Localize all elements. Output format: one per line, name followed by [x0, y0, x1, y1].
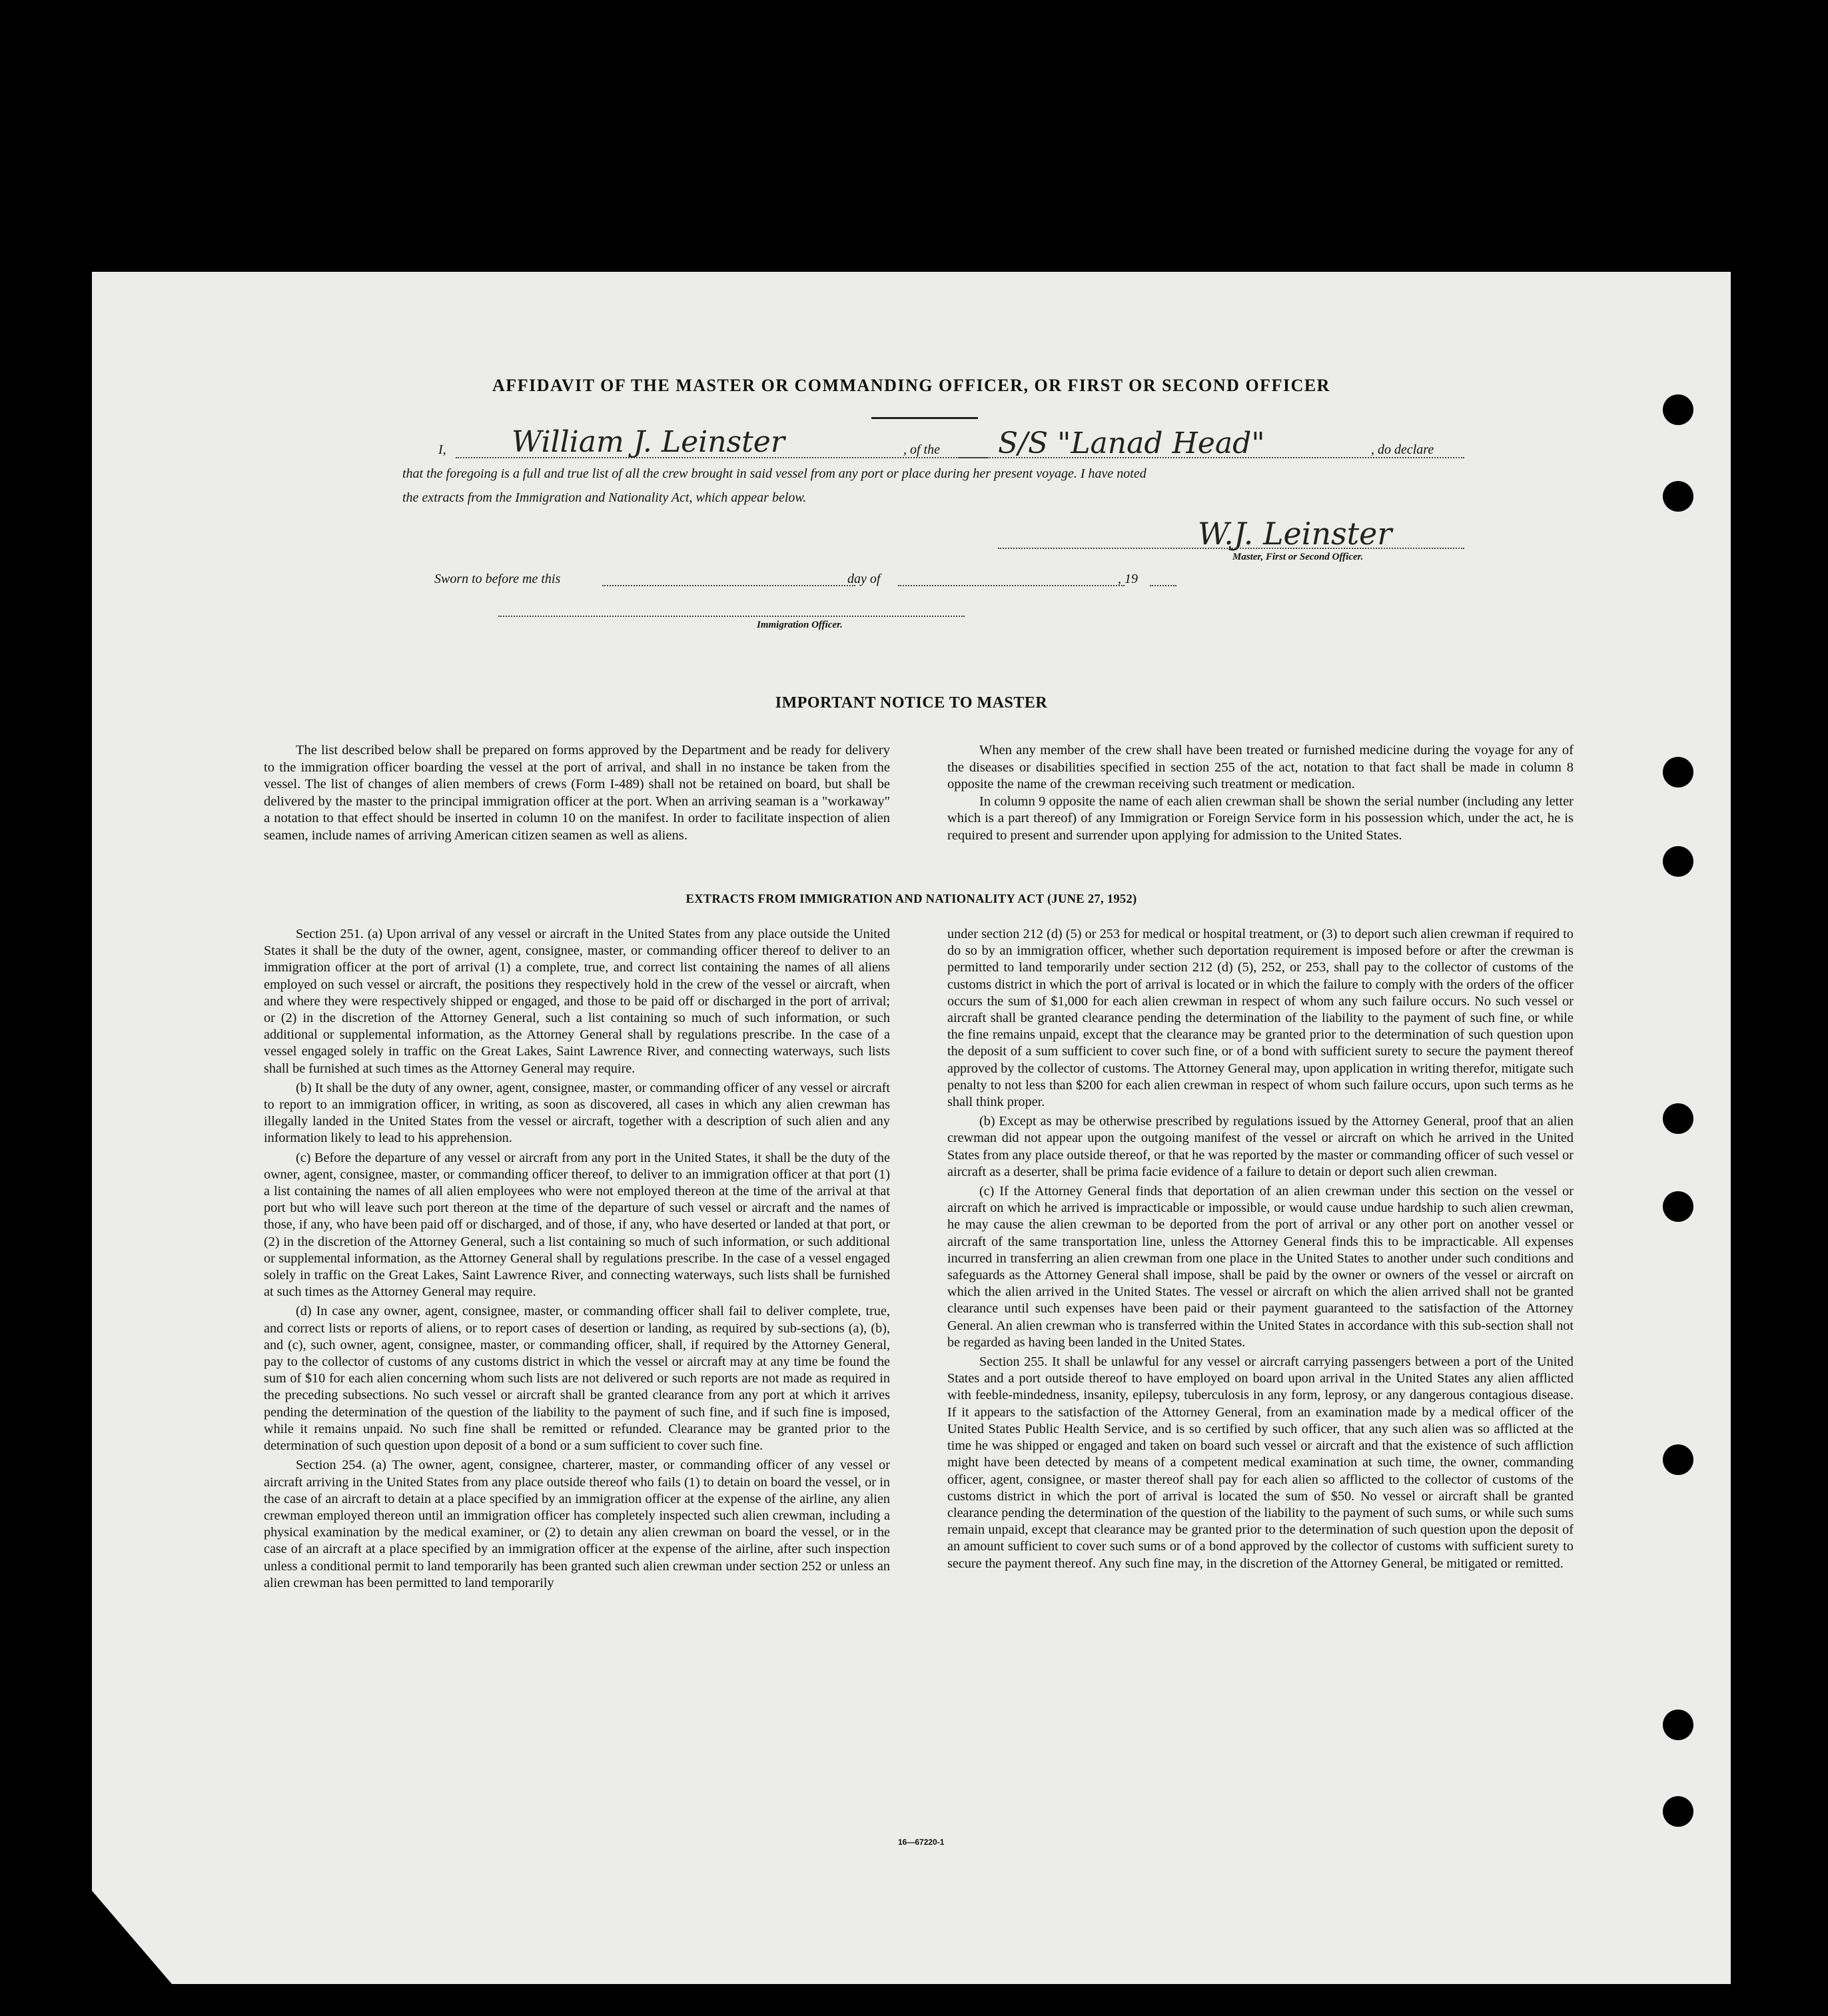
- signature-caption: Master, First or Second Officer.: [1232, 552, 1364, 562]
- extract-paragraph: under section 212 (d) (5) or 253 for medical or hospital treatment, or (3) to deport such alien crewman if required to do so by an immigration officer, whether such deportation requirement is imposed before or after the crewman is permitted to land temporarily under section 212 (d) (5), 252, or 253, shall pay to the collector of customs of the customs district in which the port of arrival is located or in which the failure to comply with the orders of the officer occurs the sum of $1,000 for each alien crewman in respect of whom any such failure occurs. No such vessel or aircraft shall be granted clearance pending the determination of the liability to the payment of such fine, or while the fine remains unpaid, except that the clearance may be granted prior to the determination of such question upon the deposit of a sum sufficient to cover such fine, or of a bond with sufficient surety to secure the payment thereof approved by the collector of customs. The Attorney General may, upon application in writing therefor, mitigate such penalty to not less than $200 for each alien crewman in respect of whom such failure occurs, upon such terms as he shall think proper.: [947, 927, 1574, 1110]
- punch-hole: [1663, 1444, 1693, 1475]
- extract-paragraph: Section 251. (a) Upon arrival of any vessel or aircraft in the United States from any place outside the United States it shall be the duty of the owner, agent, consignee, master, or commanding officer thereof to deliver to an immigration officer at the port of arrival (1) a complete, true, and correct list containing the names of all aliens employed on such vessel or aircraft, the positions they respectively hold in the crew of the vessel or aircraft, when and where they were respectively shipped or engaged, and those to be paid off or discharged in the port of arrival; or (2) in the discretion of the Attorney General, such a list containing so much of such information, or such additional or supplemental information, as the Attorney General shall by regulations prescribe. In the case of a vessel engaged solely in traffic on the Great Lakes, Saint Lawrence River, and connecting waterways, such lists shall be furnished at such times as the Attorney General may require.: [264, 927, 890, 1076]
- notice-paragraph: In column 9 opposite the name of each alien crewman shall be shown the serial number (including any letter which is a part thereof) of any Immigration or Foreign Service form in his possession which, under the act, he is required to present and surrender upon applying for admission to the United States.: [947, 793, 1574, 843]
- punch-hole: [1663, 1103, 1693, 1134]
- document-page: [92, 272, 1731, 1984]
- extracts-right-column: [947, 926, 1574, 1575]
- extract-paragraph: (b) It shall be the duty of any owner, agent, consignee, master, or commanding officer of any vessel or aircraft to report to an immigration officer, in writing, as soon as discovered, all cases in which any alien crewman has illegally landed in the United States from the vessel or aircraft, together with a description of such alien and any information likely to lead to his apprehension.: [264, 1080, 890, 1146]
- punch-hole: [1663, 846, 1693, 877]
- notice-paragraph: The list described below shall be prepared on forms approved by the Department and be ready for delivery to the immigration officer boarding the vessel at the port of arrival, and shall in no instance be taken from the vessel. The list of changes of alien members of crews (Form I-489) shall not be retained on board, but shall be delivered by the master to the principal immigration officer at the port. When an arriving seaman is a "workaway" a notation to that effect should be inserted in column 10 on the manifest. In order to facilitate inspection of alien seamen, include names of arriving American citizen seamen as well as aliens.: [264, 743, 890, 843]
- notice-left-column: [264, 742, 890, 844]
- extract-paragraph: (d) In case any owner, agent, consignee, master, or commanding officer shall fail to deliver complete, true, and correct lists or reports of aliens, or to report cases of desertion or landing, as required by sub-sections (a), (b), and (c), such owner, agent, consignee, master, or commanding officer, shall, if required by the Attorney General, pay to the collector of customs of any customs district in which the vessel or aircraft may at any time be found the sum of $10 for each alien concerning whom such lists are not delivered or such reports are not made as required in the preceding subsections. No such vessel or aircraft shall be granted clearance from any port at which it arrives pending the determination of the question of the liability to the payment of such fine, and if such fine is imposed, while it remains unpaid. No such fine shall be remitted or refunded. Clearance may be granted prior to the determination of such question upon deposit of a bond or a sum sufficient to cover such fine.: [264, 1304, 890, 1454]
- affidavit-prefix: I,: [438, 442, 446, 457]
- extract-paragraph: Section 255. It shall be unlawful for any vessel or aircraft carrying passengers between a port of the United States and a port outside thereof to have employed on board upon arrival in the United States any alien afflicted with feeble-mindedness, insanity, epilepsy, tuberculosis in any form, leprosy, or any dangerous contagious disease. If it appears to the satisfaction of the Attorney General, from an examination made by a medical officer of the United States Public Health Service, and is so certified by such officer, that any such alien was so afflicted at the time he was shipped or engaged and taken on board such vessel or aircraft and that the existence of such affliction might have been detected by means of a competent medical examination at such time, the owner, commanding officer, agent, consignee, or master thereof shall pay for each alien so afflicted to the collector of customs of the customs district in which the port of arrival is located the sum of $50. No vessel or aircraft shall be granted clearance pending the determination of the question of the liability to the payment of such sums, or while such sums remain unpaid, except that clearance may be granted prior to the determination of such question upon the deposit of an amount sufficient to cover such sums or of a bond approved by the collector of customs with sufficient surety to secure the payment thereof. Any such fine may, in the discretion of the Attorney General, be mitigated or remitted.: [947, 1354, 1574, 1571]
- immigration-officer-caption: Immigration Officer.: [757, 620, 843, 630]
- punch-hole: [1663, 394, 1693, 425]
- notice-right-column: [947, 742, 1574, 844]
- folded-corner: [92, 1891, 172, 1984]
- punch-hole: [1663, 757, 1693, 787]
- year-label: , 19: [1118, 572, 1138, 586]
- form-code: 16—67220-1: [898, 1837, 945, 1847]
- affidavit-statement-1: that the foregoing is a full and true list of all the crew brought in said vessel from any port or place during her present voyage. I have noted: [402, 466, 1146, 481]
- extract-paragraph: Section 254. (a) The owner, agent, consignee, charterer, master, or commanding officer of any vessel or aircraft arriving in the United States from any place outside thereof who fails (1) to detain on board the vessel, or in the case of an aircraft to detain at a place specified by an immigration officer at the expense of the airline, any alien crewman employed thereon until an immigration officer has completely inspected such alien crewman, including a physical examination by the medical examiner, or (2) to detain any alien crewman on board the vessel, or in the case of an aircraft at a place specified by an immigration officer at the expense of the airline, after such inspection unless a conditional permit to land temporarily has been granted such alien crewman under section 252 or unless an alien crewman has been permitted to land temporarily: [264, 1458, 890, 1590]
- punch-hole: [1663, 1710, 1693, 1740]
- punch-hole: [1663, 1796, 1693, 1827]
- immigration-officer-line: [498, 616, 965, 617]
- month-line: [898, 585, 1125, 586]
- day-of-label: day of: [847, 572, 881, 586]
- master-signature: W.J. Leinster: [1198, 516, 1392, 552]
- of-the-label: , of the: [903, 442, 940, 457]
- extracts-title: EXTRACTS FROM IMMIGRATION AND NATIONALITY ACT (JUNE 27, 1952): [686, 893, 1137, 906]
- extract-paragraph: (c) Before the departure of any vessel or aircraft from any port in the United States, it shall be the duty of the owner, agent, consignee, master, or commanding officer thereof, to deliver to an immigration officer at that port (1) a list containing the names of all alien employees who were not employed thereon at the time of the arrival at that port but who will leave such port thereon at the time of the departure of such vessel or aircraft and the names of those, if any, who have been paid off or discharged, and of those, if any, who have deserted or landed at that port, or (2) in the discretion of the Attorney General, such a list containing so much of such information, or such additional or supplemental information, as the Attorney General shall by regulations prescribe. In the case of a vessel engaged solely in traffic on the Great Lakes, Saint Lawrence River, and connecting waterways, such lists shall be furnished at such times as the Attorney General may require.: [264, 1150, 890, 1300]
- notice-title: IMPORTANT NOTICE TO MASTER: [775, 694, 1048, 712]
- affidavit-statement-2: the extracts from the Immigration and Nationality Act, which appear below.: [402, 490, 807, 505]
- sworn-label: Sworn to before me this: [434, 572, 561, 586]
- year-line: [1150, 585, 1176, 586]
- master-name-handwritten: William J. Leinster: [512, 425, 785, 459]
- extract-paragraph: (c) If the Attorney General finds that deportation of an alien crewman under this section on the vessel or aircraft on which he arrived is impracticable or impossible, or would cause undue hardship to such alien crewman, he may cause the alien crewman to be deported from the port of arrival or any other port on another vessel or aircraft of the same transportation line, unless the Attorney General finds this to be impracticable. All expenses incurred in transferring an alien crewman from one place in the United States to another under such conditions and safeguards as the Attorney General shall impose, shall be paid by the owner or owners of the vessel or aircraft on which the alien arrived in the United States. The vessel or aircraft on which the alien arrived shall not be granted clearance until such expenses have been paid or their payment guaranteed to the satisfaction of the Attorney General. An alien crewman who is transferred within the United States in accordance with this sub-section shall not be regarded as having been landed in the United States.: [947, 1184, 1574, 1350]
- vessel-name-handwritten: S/S "Lanad Head": [998, 426, 1265, 460]
- extract-paragraph: (b) Except as may be otherwise prescribed by regulations issued by the Attorney General, proof that an alien crewman did not appear upon the outgoing manifest of the vessel or aircraft on which he arrived in the United States from any place outside thereof, or that he was reported by the master or commanding officer of such vessel or aircraft as a deserter, shall be prima facie evidence of a failure to detain or deport such alien crewman.: [947, 1114, 1574, 1179]
- punch-hole: [1663, 1191, 1693, 1222]
- sworn-day-line: [602, 585, 855, 586]
- extracts-left-column: [264, 926, 890, 1594]
- do-declare-label: , do declare: [1371, 442, 1434, 457]
- punch-hole: [1663, 481, 1693, 512]
- notice-paragraph: When any member of the crew shall have been treated or furnished medicine during the voyage for any of the diseases or disabilities specified in section 255 of the act, notation to that fact shall be made in column 8 opposite the name of the crewman receiving such treatment or medication.: [947, 743, 1574, 791]
- affidavit-title: AFFIDAVIT OF THE MASTER OR COMMANDING OFFICER, OR FIRST OR SECOND OFFICER: [492, 376, 1330, 395]
- signature-line: [998, 548, 1464, 549]
- title-rule: [871, 417, 978, 419]
